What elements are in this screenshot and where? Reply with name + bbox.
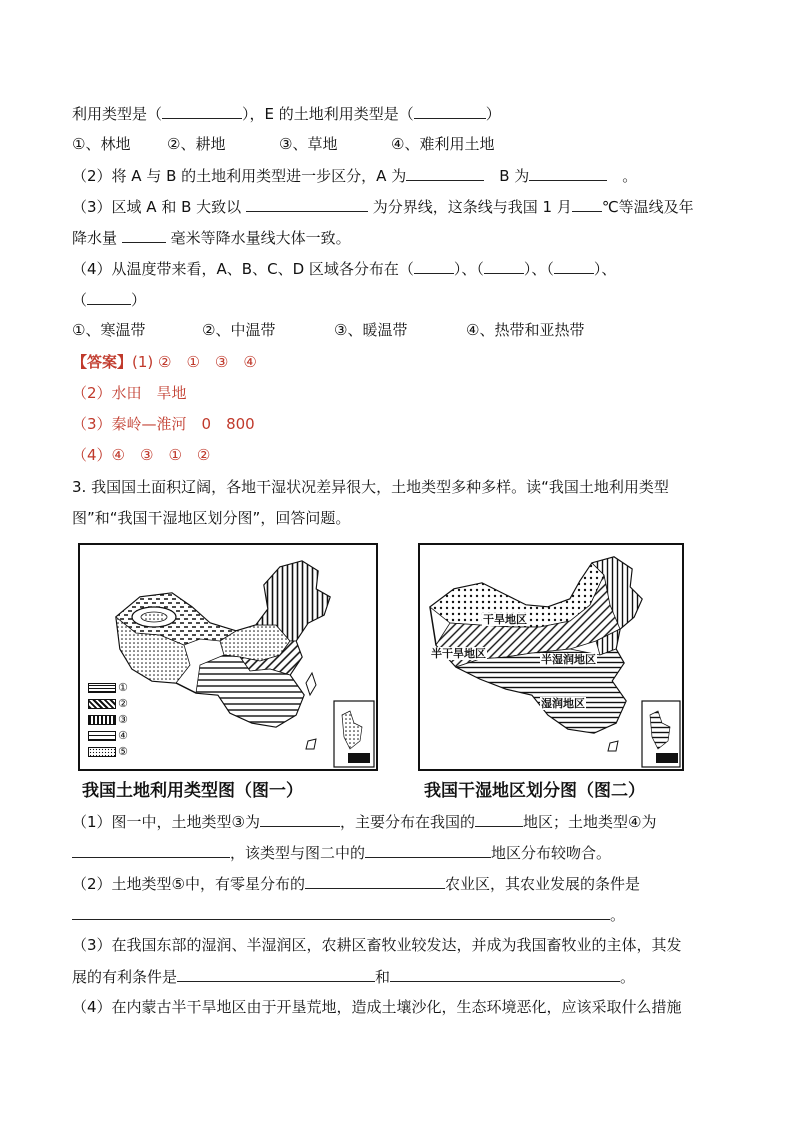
answer-block: 【答案】(1) ② ① ③ ④ — [72, 353, 257, 371]
label-semi-humid: 半湿润地区 — [541, 653, 596, 666]
blank-input[interactable] — [246, 195, 368, 212]
q2-line1: 利用类型是（ ），E 的土地利用类型是（ ） — [72, 102, 501, 125]
blank-input[interactable] — [365, 841, 491, 858]
q3-part3-line2: 展的有利条件是 和 。 — [72, 965, 635, 988]
q3-intro-line2: 图”和“我国干湿地区划分图”，回答问题。 — [72, 509, 351, 527]
blank-input[interactable] — [406, 164, 484, 181]
blank-input[interactable] — [554, 257, 594, 274]
blank-input[interactable] — [414, 102, 486, 119]
blank-input[interactable] — [162, 102, 242, 119]
q2-part4-line2: （ ） — [72, 288, 146, 311]
land-use-map: ① ② ③ ④ ⑤ — [78, 543, 378, 771]
q2-options2: ①、寒温带 ②、中温带 ③、暖温带 ④、热带和亚热带 — [72, 321, 585, 339]
q2-options1: ①、林地 ②、耕地 ③、草地 ④、难利用土地 — [72, 135, 495, 153]
map2-caption: 我国干湿地区划分图（图二） — [424, 781, 645, 801]
blank-input[interactable] — [390, 965, 620, 982]
legend-swatch-4 — [88, 731, 116, 741]
q3-part2-line2: 。 — [72, 903, 625, 926]
legend-swatch-5 — [88, 747, 116, 757]
q3-part2: （2）土地类型⑤中，有零星分布的 农业区，其农业发展的条件是 — [72, 872, 640, 895]
blank-input[interactable] — [529, 164, 607, 181]
blank-input[interactable] — [72, 903, 610, 920]
legend-swatch-2 — [88, 699, 116, 709]
answer-line4: （4）④ ③ ① ② — [72, 446, 211, 464]
q2-part2: （2）将 A 与 B 的土地利用类型进一步区分，A 为 B 为 。 — [72, 164, 637, 187]
q3-intro: 3. 我国国土面积辽阔，各地干湿状况差异很大，土地类型多种多样。读“我国土地利用类型 — [72, 478, 669, 496]
q3-part1-line2: ，该类型与图二中的 地区分布较吻合。 — [72, 841, 611, 864]
legend-swatch-3 — [88, 715, 116, 725]
blank-input[interactable] — [260, 810, 340, 827]
blank-input[interactable] — [475, 810, 523, 827]
dry-wet-map — [418, 543, 684, 771]
q3-part4: （4）在内蒙古半干旱地区由于开垦荒地，造成土壤沙化，生态环境恶化，应该采取什么措施 — [72, 998, 682, 1016]
blank-input[interactable] — [177, 965, 375, 982]
label-arid: 干旱地区 — [483, 613, 527, 626]
blank-input[interactable] — [484, 257, 524, 274]
answer-line3: （3）秦岭—淮河 0 800 — [72, 415, 255, 433]
answer-line2: （2）水田 旱地 — [72, 384, 187, 402]
blank-input[interactable] — [72, 841, 230, 858]
q3-part3: （3）在我国东部的湿润、半湿润区，农耕区畜牧业较发达，并成为我国畜牧业的主体，其发 — [72, 936, 682, 954]
label-humid: 湿润地区 — [541, 697, 585, 710]
label-semi-arid: 半干旱地区 — [431, 647, 486, 660]
legend-swatch-1 — [88, 683, 116, 693]
blank-input[interactable] — [414, 257, 454, 274]
q2-part3-line2: 降水量 毫米等降水量线大体一致。 — [72, 226, 351, 249]
blank-input[interactable] — [87, 288, 131, 305]
q2-part3: （3）区域 A 和 B 大致以 为分界线，这条线与我国 1 月 ℃等温线及年 — [72, 195, 694, 218]
q2-part4: （4）从温度带来看，A、B、C、D 区域各分布在（ ）、（ ）、（ ）、 — [72, 257, 616, 280]
map1-caption: 我国土地利用类型图（图一） — [82, 781, 303, 801]
blank-input[interactable] — [572, 195, 602, 212]
q3-part1: （1）图一中，土地类型③为 ，主要分布在我国的 地区；土地类型④为 — [72, 810, 656, 833]
blank-input[interactable] — [122, 226, 166, 243]
blank-input[interactable] — [305, 872, 445, 889]
